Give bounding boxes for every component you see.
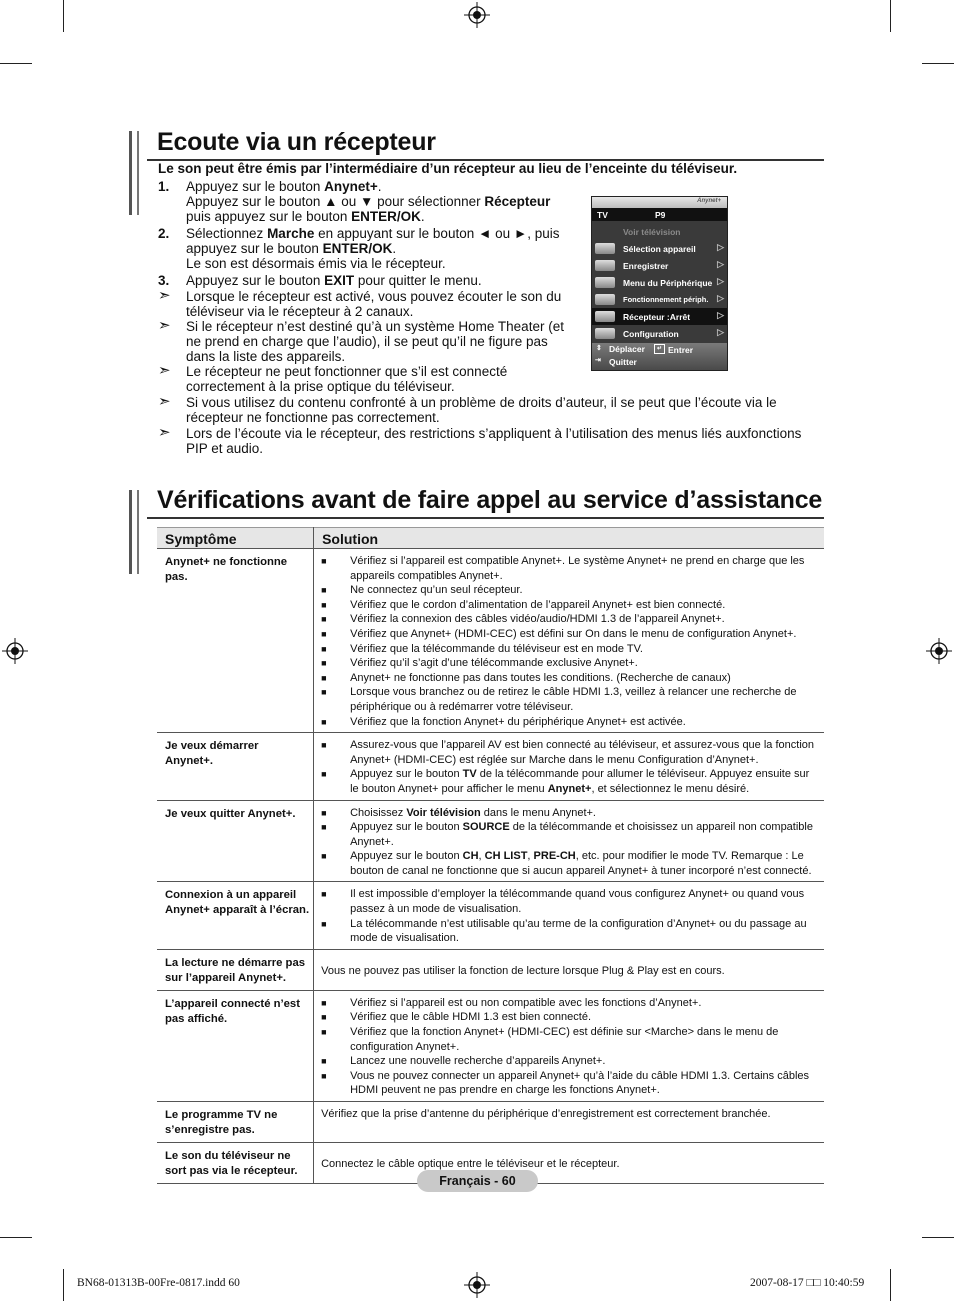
text-run: EXIT [324, 273, 355, 288]
solution-bullet [321, 642, 818, 657]
text-run: , [527, 850, 534, 863]
symptom-line: sort pas via le récepteur. [165, 1165, 298, 1177]
solution-cell [314, 733, 824, 800]
text-run: Choisissez [350, 806, 407, 819]
menu-item-label: Voir télévision [623, 227, 681, 237]
text-run: Sélectionnez [186, 226, 268, 241]
note-line: Si vous utilisez du contenu confronté à un problème de droits d’auteur, il se peut que l’écoute via le [186, 395, 777, 410]
note-arrow-icon: ➣ [158, 287, 171, 304]
section-title: Ecoute via un récepteur [157, 128, 436, 156]
crop-mark [0, 63, 32, 64]
solution-bullet [321, 820, 818, 849]
symptom-cell [157, 1102, 314, 1143]
text-run: appuyez sur le bouton [186, 241, 323, 256]
col-symptom: Symptôme [157, 528, 314, 549]
menu-item-label: Menu du Périphérique [623, 278, 713, 288]
device-icon [595, 260, 615, 271]
menu-item[interactable] [592, 308, 727, 325]
solution-bullet [321, 996, 818, 1011]
step-line [186, 241, 559, 256]
note-text [186, 426, 801, 456]
symptom-line: L’appareil connecté n’est [165, 997, 300, 1010]
table-row [157, 549, 824, 733]
text-run: Vérifiez qu’il s’agit d’une télécommande exclusive Anynet+. [350, 657, 638, 670]
device-icon [595, 294, 615, 305]
registration-mark-icon [926, 638, 952, 664]
menu-item[interactable] [592, 257, 727, 274]
menu-item-label: Fonctionnement périph. [623, 295, 709, 304]
menu-item-label: Enregistrer [623, 261, 669, 271]
section-bar [129, 131, 132, 215]
solution-bullet [321, 849, 818, 878]
crop-mark [922, 1237, 954, 1238]
symptom-cell [157, 549, 314, 733]
step-line [186, 226, 559, 241]
text-run: PRE-CH [533, 850, 576, 863]
menu-enter: Entrer [668, 345, 694, 355]
solution-bullet [321, 1010, 818, 1025]
note-line: téléviseur via le récepteur à 2 canaux. [186, 304, 414, 319]
table-row [157, 733, 824, 800]
enter-icon: ↵ [654, 344, 665, 354]
solution-cell [314, 1102, 824, 1143]
symptom-cell [157, 882, 314, 949]
section-title: Vérifications avant de faire appel au service d’assistance [157, 486, 823, 514]
text-run: Appuyez sur le bouton ▲ ou ▼ pour sélectionner [186, 194, 485, 209]
device-icon [595, 243, 615, 254]
text-run: , etc. pour modifier le mode TV. Remarque : Le bouton de canal ne fonctionne que si aucun appareil Anynet+ à tuner incorporé n’est connecté. [350, 850, 812, 877]
menu-brand: Anynet+ [697, 198, 721, 204]
text-run: Ne connectez qu’un seul récepteur. [350, 584, 523, 597]
text-run: Vérifiez si l’appareil est ou non compatible avec les fonctions d’Anynet+. [350, 996, 702, 1009]
text-run: Il est impossible d’employer la télécommande quand vous configurez Anynet+ ou quand vous passez à un mode de visualisation. [350, 888, 805, 916]
text-run: , et sélectionnez le menu désiré. [591, 782, 750, 795]
text-run: Vérifiez que Anynet+ (HDMI-CEC) est défini sur On dans le menu de configuration Anynet+. [350, 627, 797, 640]
footer-file: BN68-01313B-00Fre-0817.indd 60 [77, 1277, 240, 1289]
note-arrow-icon: ➣ [158, 317, 171, 334]
note-line: Lors de l’écoute via le récepteur, des restrictions s’appliquent à l’utilisation des menus liés auxfonctions [186, 426, 802, 441]
text-run: Vérifiez que le cordon d’alimentation de l’appareil Anynet+ est bien connecté. [350, 598, 726, 611]
registration-mark-icon [464, 1272, 490, 1298]
step [158, 226, 588, 271]
troubleshooting-table [157, 527, 824, 1184]
move-icon: ⇕ [596, 345, 602, 352]
registration-mark-icon [2, 638, 28, 664]
step [158, 273, 588, 288]
symptom-line: Anynet+. [165, 755, 214, 768]
solution-bullet [321, 1025, 818, 1054]
note-line: correctement à la prise optique du téléviseur. [186, 379, 455, 394]
table-row [157, 949, 824, 990]
solution-cell [314, 800, 824, 882]
crop-mark [0, 1237, 32, 1238]
table-row [157, 800, 824, 882]
menu-item[interactable] [592, 325, 727, 342]
registration-mark-icon [464, 2, 490, 28]
col-solution: Solution [314, 528, 824, 549]
solution-bullet [321, 1069, 818, 1098]
menu-header [592, 208, 727, 221]
solution-bullet [321, 806, 818, 821]
symptom-cell [157, 800, 314, 882]
text-run: CH LIST [484, 850, 528, 863]
menu-item-label: Configuration [623, 329, 679, 339]
step-line [186, 194, 550, 209]
menu-exit: Quitter [609, 357, 637, 367]
device-icon [595, 311, 615, 322]
solution-text: Vous ne pouvez pas utiliser la fonction de lecture lorsque Plug & Play est en cours. [321, 964, 725, 977]
menu-channel: P9 [655, 210, 666, 220]
text-run: , [478, 850, 485, 863]
chevron-right-icon: ▷ [717, 310, 724, 320]
menu-topbar [592, 197, 727, 208]
text-run: en appuyant sur le bouton ◄ ou ►, puis [314, 226, 560, 241]
symptom-line: Je veux quitter Anynet+. [165, 807, 296, 820]
footer-date: 2007-08-17 □□ 10:40:59 [750, 1277, 865, 1289]
symptom-cell [157, 949, 314, 990]
text-run: Vérifiez que la fonction Anynet+ du périphérique Anynet+ est activée. [350, 715, 686, 728]
symptom-cell [157, 733, 314, 800]
note-line: ne prend en charge que l’audio), il se peut qu’il ne figure pas [186, 334, 548, 349]
text-run: Anynet+ [547, 782, 592, 795]
text-run: . [420, 209, 425, 224]
step-line [186, 209, 550, 224]
chevron-right-icon: ▷ [717, 259, 724, 269]
symptom-line: pas affiché. [165, 1012, 228, 1025]
symptom-line: s’enregistre pas. [165, 1124, 255, 1136]
note-arrow-icon: ➣ [158, 362, 171, 379]
text-run: TV [462, 768, 477, 781]
menu-item[interactable] [592, 274, 727, 291]
menu-item[interactable] [592, 223, 727, 240]
step-number: 1. [158, 179, 170, 194]
chevron-right-icon: ▷ [717, 242, 724, 252]
note-line: Lorsque le récepteur est activé, vous pouvez écouter le son du [186, 289, 562, 304]
solution-bullet [321, 612, 818, 627]
anynet-menu [591, 196, 728, 371]
solution-cell [314, 882, 824, 949]
step [158, 179, 588, 224]
solution-bullet [321, 583, 818, 598]
text-run: Anynet+ ne fonctionne pas dans toutes les conditions. (Recherche de canaux) [350, 671, 731, 684]
step-text [186, 273, 482, 288]
section-bar [137, 131, 139, 215]
step-number: 3. [158, 273, 170, 288]
table-header-row [157, 528, 824, 549]
table-row [157, 1102, 824, 1143]
text-run: Récepteur [484, 194, 551, 209]
step-line [186, 179, 550, 194]
menu-source: TV [597, 210, 608, 220]
solution-bullet [321, 917, 818, 946]
note [158, 395, 828, 425]
symptom-line: La lecture ne démarre pas [165, 956, 306, 969]
text-run: Lorsque vous branchez ou de retirez le câble HDMI 1.3, veillez à relancer une recherche de périphérique ou à redémarrer votre téléviseur. [350, 686, 797, 713]
menu-item[interactable] [592, 291, 727, 308]
text-run: SOURCE [462, 821, 510, 834]
solution-bullet [321, 767, 818, 796]
note-arrow-icon: ➣ [158, 424, 171, 441]
solution-text: Vérifiez que la prise d’antenne du périphérique d’enregistrement est correctement branchée. [321, 1108, 771, 1120]
text-run: Vérifiez que la fonction Anynet+ (HDMI-CEC) est définie sur <Marche> dans le menu de configuration Anynet+. [350, 1026, 779, 1053]
solution-text: Connectez le câble optique entre le téléviseur et le récepteur. [321, 1157, 620, 1170]
title-underline [147, 517, 824, 519]
symptom-line: Le son du téléviseur ne [165, 1150, 291, 1162]
text-run: puis appuyez sur le bouton [186, 209, 352, 224]
text-run: CH [462, 850, 479, 863]
chevron-right-icon: ▷ [717, 327, 724, 337]
text-run: Appuyez sur le bouton [350, 768, 463, 781]
crop-mark [63, 1269, 64, 1301]
text-run: Marche [267, 226, 315, 241]
symptom-line: Je veux démarrer [165, 740, 259, 753]
note-line: Si le récepteur n’est destiné qu’à un système Home Theater (et [186, 319, 564, 334]
symptom-line: Anynet+ ne fonctionne [165, 556, 288, 568]
menu-footer [592, 343, 727, 370]
step-text [186, 226, 559, 271]
step-line [186, 273, 482, 288]
device-icon [595, 328, 615, 339]
symptom-cell [157, 1143, 314, 1184]
text-run: La télécommande n’est utilisable qu’au terme de la configuration d’Anynet+ ou du passage au mode de visualisation. [350, 917, 807, 945]
symptom-cell [157, 990, 314, 1101]
menu-move: Déplacer [609, 344, 645, 354]
chevron-right-icon: ▷ [717, 293, 724, 303]
solution-bullet [321, 887, 818, 916]
menu-item[interactable] [592, 240, 727, 257]
solution-cell [314, 990, 824, 1101]
solution-cell [314, 549, 824, 733]
text-run: dans le menu Anynet+. [480, 806, 596, 819]
note [158, 426, 828, 456]
text-run: de la télécommande et choisissez un appareil non compatible Anynet+. [350, 821, 813, 848]
symptom-line: Connexion à un appareil [165, 889, 297, 902]
text-run: Appuyez sur le bouton [350, 850, 463, 863]
solution-bullet [321, 1054, 818, 1069]
table-row [157, 990, 824, 1101]
text-run: Vérifiez que la télécommande du téléviseur est en mode TV. [350, 642, 643, 655]
section-bar [137, 490, 139, 574]
menu-item-label: Récepteur :Arrêt [623, 312, 691, 322]
menu-item-label: Sélection appareil [623, 244, 696, 254]
note-line: dans la liste des appareils. [186, 349, 346, 364]
solution-bullet [321, 685, 818, 714]
step-text [186, 179, 550, 224]
text-run: Appuyez sur le bouton [350, 821, 463, 834]
text-run: Le son est désormais émis via le récepteur. [186, 256, 446, 271]
crop-mark [63, 0, 64, 32]
note-arrow-icon: ➣ [158, 393, 171, 410]
text-run: . [392, 241, 397, 256]
text-run: Anynet+ [324, 179, 378, 194]
crop-mark [890, 1269, 891, 1301]
exit-icon: ⇥ [595, 357, 601, 364]
solution-cell [314, 1143, 824, 1184]
symptom-line: sur l’appareil Anynet+. [165, 971, 287, 984]
text-run: de la télécommande pour allumer le téléviseur. Appuyez ensuite sur le bouton Anynet+ pour afficher le menu [350, 768, 810, 795]
note-line: Le récepteur ne peut fonctionner que s’il est connecté [186, 364, 508, 379]
text-run: Voir télévision [406, 806, 481, 819]
text-run: Lancez une nouvelle recherche d’appareils Anynet+. [350, 1055, 606, 1068]
note-text [186, 319, 564, 364]
text-run: Vérifiez que le câble HDMI 1.3 est bien connecté. [350, 1011, 592, 1024]
text-run: . [377, 179, 382, 194]
text-run: Appuyez sur le bouton [186, 179, 325, 194]
text-run: Assurez-vous que l’appareil AV est bien connecté au téléviseur, et assurez-vous que la fonction Anynet+ (HDMI-CEC) est réglée sur Marche dans le menu Configuration d’Anynet+. [350, 739, 814, 766]
solution-bullet [321, 738, 818, 767]
solution-bullet [321, 656, 818, 671]
text-run: Appuyez sur le bouton [186, 273, 325, 288]
solution-bullet [321, 627, 818, 642]
section-bar [129, 490, 132, 574]
chevron-right-icon: ▷ [717, 276, 724, 286]
note-text [186, 395, 777, 425]
note-line: PIP et audio. [186, 441, 264, 456]
solution-bullet [321, 715, 818, 730]
text-run: ENTER/OK [322, 241, 393, 256]
text-run: Vérifiez si l’appareil est compatible Anynet+. Le système Anynet+ ne prend en charge que les appareils compatibles Anynet+. [350, 555, 805, 582]
step-number: 2. [158, 226, 170, 241]
solution-bullet [321, 554, 818, 583]
crop-mark [922, 63, 954, 64]
section-intro: Le son peut être émis par l’intermédiaire d’un récepteur au lieu de l’enceinte du téléviseur. [158, 161, 738, 176]
text-run: Vérifiez la connexion des câbles vidéo/audio/HDMI 1.3 de l’appareil Anynet+. [350, 613, 725, 626]
symptom-line: pas. [165, 571, 188, 583]
note-text [186, 289, 561, 319]
solution-bullet [321, 671, 818, 686]
device-icon [595, 277, 615, 288]
solution-cell [314, 949, 824, 990]
symptom-line: Le programme TV ne [165, 1109, 278, 1121]
text-run: ENTER/OK [351, 209, 421, 224]
note-line: récepteur ne fonctionne pas correctement. [186, 410, 440, 425]
text-run: pour quitter le menu. [354, 273, 482, 288]
page-number: Français - 60 [417, 1170, 538, 1192]
note-text [186, 364, 507, 394]
table-row [157, 882, 824, 949]
symptom-line: Anynet+ apparaît à l’écran. [165, 904, 310, 917]
text-run: Vous ne pouvez connecter un appareil Anynet+ qu’à l’aide du câble HDMI 1.3. Certains câbles HDMI peuvent ne pas prendre en charge les fonctions Anynet+. [350, 1069, 810, 1097]
solution-bullet [321, 598, 818, 613]
step-line [186, 256, 559, 271]
crop-mark [890, 0, 891, 32]
